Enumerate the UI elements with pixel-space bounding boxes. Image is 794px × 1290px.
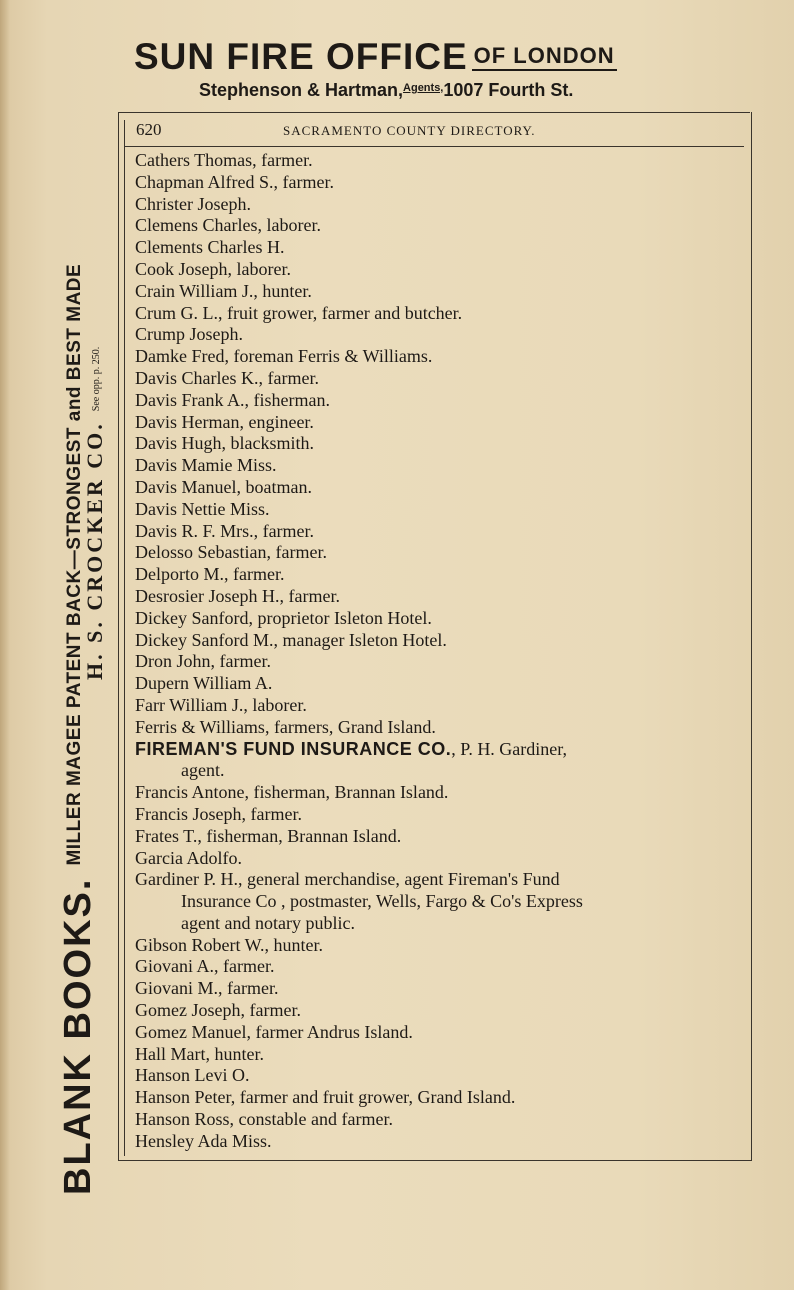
- list-item: Davis R. F. Mrs., farmer.: [135, 520, 315, 541]
- list-item: Gomez Manuel, farmer Andrus Island.: [135, 1021, 413, 1042]
- list-item: Francis Joseph, farmer.: [135, 803, 302, 824]
- list-item: Dickey Sanford M., manager Isleton Hotel.: [135, 629, 447, 650]
- directory-entries: [135, 150, 745, 1153]
- page-edge-shadow: [0, 0, 10, 1290]
- frame-inner-rule: [124, 120, 125, 1156]
- company-name: SUN FIRE OFFICE: [134, 36, 468, 77]
- list-item: Cathers Thomas, farmer.: [135, 150, 313, 170]
- list-item: Damke Fred, foreman Ferris & Williams.: [135, 346, 433, 367]
- list-item: Garcia Adolfo.: [135, 847, 242, 868]
- see-opp-text: See opp. p. 250.: [91, 346, 102, 412]
- list-item: Ferris & Williams, farmers, Grand Island.: [135, 716, 436, 737]
- list-item: Giovani M., farmer.: [135, 978, 279, 999]
- fireman-entry-cont: agent.: [181, 760, 225, 781]
- list-item: Cook Joseph, laborer.: [135, 258, 291, 279]
- fireman-rest: , P. H. Gardiner,: [451, 738, 568, 759]
- running-head: SACRAMENTO COUNTY DIRECTORY.: [283, 123, 536, 138]
- list-item: Christer Joseph.: [135, 193, 251, 214]
- list-item: Frates T., fisherman, Brannan Island.: [135, 825, 402, 846]
- gardiner-entry-cont: agent and notary public.: [181, 912, 355, 933]
- miller-magee-text: MILLER MAGEE PATENT BACK—STRONGEST and BEST MADE: [64, 263, 85, 866]
- list-item: Hanson Levi O.: [135, 1065, 250, 1086]
- list-item: Davis Hugh, blacksmith.: [135, 433, 314, 454]
- list-item: Clemens Charles, laborer.: [135, 215, 321, 236]
- list-item: Desrosier Joseph H., farmer.: [135, 585, 340, 606]
- list-item: Dickey Sanford, proprietor Isleton Hotel.: [135, 607, 432, 628]
- list-item: Davis Charles K., farmer.: [135, 367, 319, 388]
- list-item: Davis Frank A., fisherman.: [135, 389, 330, 410]
- list-item: Davis Nettie Miss.: [135, 498, 270, 519]
- list-item: Chapman Alfred S., farmer.: [135, 171, 334, 192]
- list-item: Clements Charles H.: [135, 237, 285, 258]
- list-item: Dupern William A.: [135, 673, 273, 694]
- blank-books-text: BLANK BOOKS.: [57, 877, 99, 1195]
- list-item: Crum G. L., fruit grower, farmer and butcher.: [135, 302, 463, 323]
- list-item: Hensley Ada Miss.: [135, 1130, 272, 1151]
- fireman-entry: [135, 739, 745, 761]
- gardiner-entry: Gardiner P. H., general merchandise, agent Fireman's Fund: [135, 869, 560, 890]
- list-item: Davis Mamie Miss.: [135, 455, 277, 476]
- gardiner-entry-cont: Insurance Co , postmaster, Wells, Fargo & Co's Express: [181, 891, 583, 912]
- agents-name: Stephenson & Hartman,: [199, 80, 404, 100]
- list-item: Crain William J., hunter.: [135, 280, 312, 301]
- page-number: 620: [136, 120, 162, 139]
- list-item: Gomez Joseph, farmer.: [135, 1000, 301, 1021]
- frame-top-rule: [118, 112, 750, 113]
- list-item: Delosso Sebastian, farmer.: [135, 542, 327, 563]
- list-item: Gibson Robert W., hunter.: [135, 934, 323, 955]
- list-item: Davis Herman, engineer.: [135, 411, 314, 432]
- running-head-rule: [124, 146, 744, 147]
- of-london-text: OF LONDON: [472, 43, 617, 71]
- list-item: Francis Antone, fisherman, Brannan Island.: [135, 782, 449, 803]
- list-item: Hall Mart, hunter.: [135, 1043, 264, 1064]
- list-item: Hanson Ross, constable and farmer.: [135, 1109, 393, 1130]
- list-item: Farr William J., laborer.: [135, 694, 307, 715]
- list-item: Dron John, farmer.: [135, 651, 271, 672]
- agents-line: [199, 80, 759, 101]
- crocker-side-ad: [82, 347, 108, 680]
- crocker-text: H. S. CROCKER CO.: [82, 421, 107, 680]
- list-item: Crump Joseph.: [135, 324, 243, 345]
- fireman-name: FIREMAN'S FUND INSURANCE CO.: [135, 738, 452, 759]
- list-item: Giovani A., farmer.: [135, 956, 275, 977]
- list-item: Hanson Peter, farmer and fruit grower, Grand Island.: [135, 1087, 516, 1108]
- agents-label: Agents,: [403, 82, 444, 94]
- list-item: Davis Manuel, boatman.: [135, 476, 312, 497]
- agents-address: 1007 Fourth St.: [443, 80, 574, 100]
- list-item: Delporto M., farmer.: [135, 564, 285, 585]
- sun-fire-office-ad: [134, 36, 754, 78]
